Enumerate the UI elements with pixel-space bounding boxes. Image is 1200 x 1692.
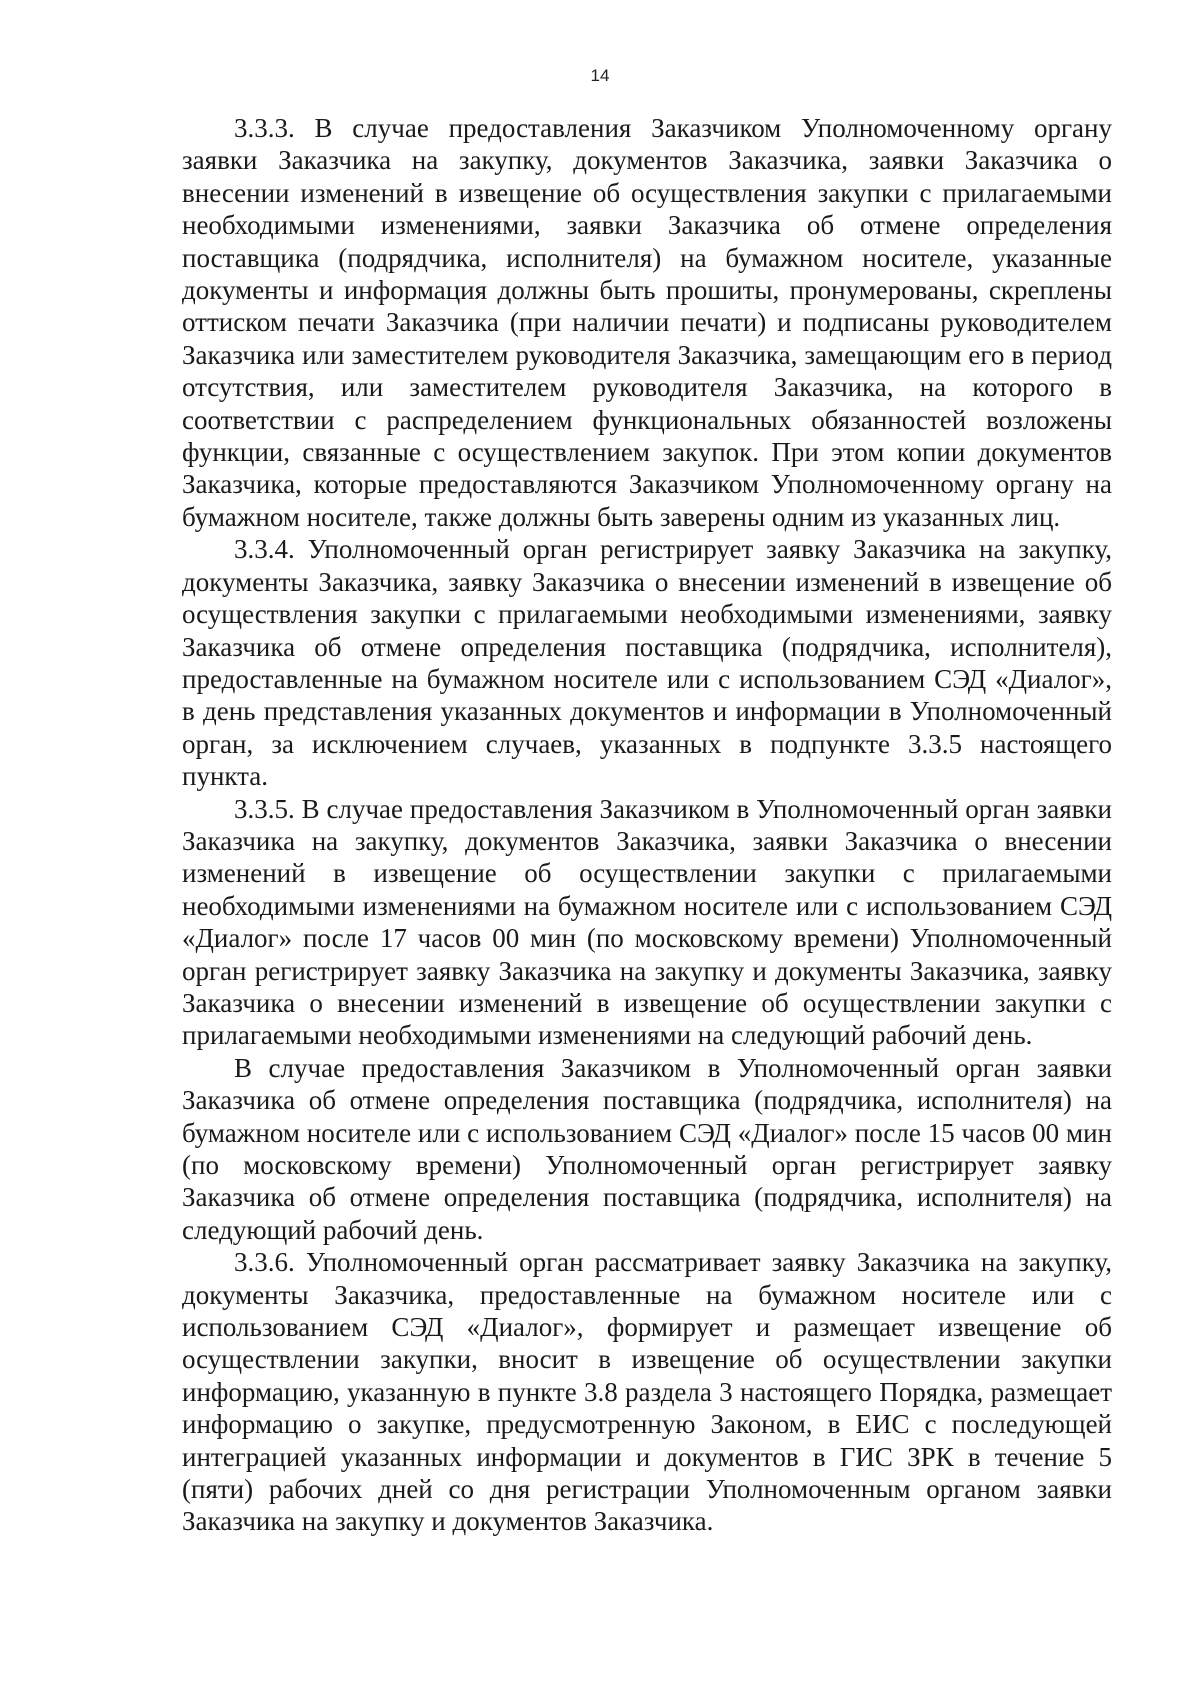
paragraph-3-3-5: 3.3.5. В случае предоставления Заказчиком в Уполномоченный орган заявки Заказчика на закупку, документов Заказчика, заявки Заказчика о внесении изменений в извещение об осуществлении закупки с прилагаемыми необходимыми изменениями на бумажном носителе или с использованием СЭД «Диалог» после 17 часов 00 мин (по московскому времени) Уполномоченный орган регистрирует заявку Заказчика на закупку и документы Заказчика, заявку Заказчика о внесении изменений в извещение об осуществлении закупки с прилагаемыми необходимыми изменениями на следующий рабочий день.: [182, 793, 1112, 1051]
paragraph-3-3-3: 3.3.3. В случае предоставления Заказчиком Уполномоченному органу заявки Заказчика на закупку, документов Заказчика, заявки Заказчика о внесении изменений в извещение об осуществления закупки с прилагаемыми необходимыми изменениями, заявки Заказчика об отмене определения поставщика (подрядчика, исполнителя) на бумажном носителе, указанные документы и информация должны быть прошиты, пронумерованы, скреплены оттиском печати Заказчика (при наличии печати) и подписаны руководителем Заказчика или заместителем руководителя Заказчика, замещающим его в период отсутствия, или заместителем руководителя Заказчика, на которого в соответствии с распределением функциональных обязанностей возложены функции, связанные с осуществлением закупок. При этом копии документов Заказчика, которые предоставляются Заказчиком Уполномоченному органу на бумажном носителе, также должны быть заверены одним из указанных лиц.: [182, 113, 1112, 532]
paragraph-3-3-4: 3.3.4. Уполномоченный орган регистрирует заявку Заказчика на закупку, документы Заказчика, заявку Заказчика о внесении изменений в извещение об осуществления закупки с прилагаемыми необходимыми изменениями, заявку Заказчика об отмене определения поставщика (подрядчика, исполнителя), предоставленные на бумажном носителе или с использованием СЭД «Диалог», в день представления указанных документов и информации в Уполномоченный орган, за исключением случаев, указанных в подпункте 3.3.5 настоящего пункта.: [182, 534, 1112, 792]
document-body: [182, 112, 1112, 1538]
paragraph-3-3-5-cancellation: В случае предоставления Заказчиком в Уполномоченный орган заявки Заказчика об отмене определения поставщика (подрядчика, исполнителя) на бумажном носителе или с использованием СЭД «Диалог» после 15 часов 00 мин (по московскому времени) Уполномоченный орган регистрирует заявку Заказчика об отмене определения поставщика (подрядчика, исполнителя) на следующий рабочий день.: [182, 1052, 1112, 1245]
page-number: 14: [590, 66, 610, 85]
paragraph-3-3-6: 3.3.6. Уполномоченный орган рассматривает заявку Заказчика на закупку, документы Заказчика, предоставленные на бумажном носителе или с использованием СЭД «Диалог», формирует и размещает извещение об осуществлении закупки, вносит в извещение об осуществлении закупки информацию, указанную в пункте 3.8 раздела 3 настоящего Порядка, размещает информацию о закупке, предусмотренную Законом, в ЕИС с последующей интеграцией указанных информации и документов в ГИС ЗРК в течение 5 (пяти) рабочих дней со дня регистрации Уполномоченным органом заявки Заказчика на закупку и документов Заказчика.: [182, 1247, 1112, 1537]
